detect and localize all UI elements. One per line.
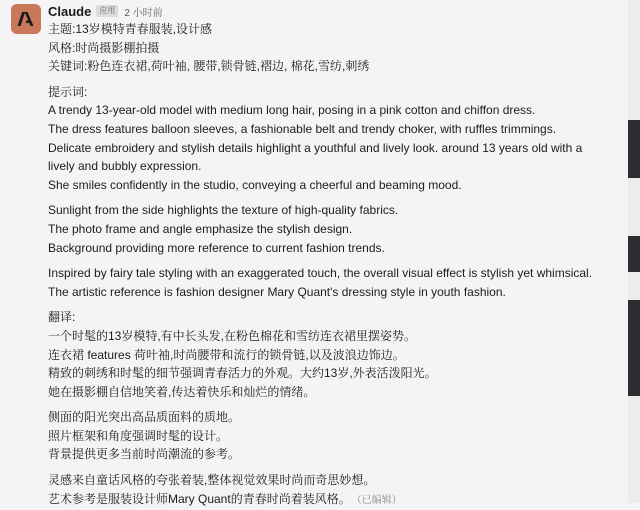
prompt-line: The photo frame and angle emphasize the stylish design.	[48, 221, 353, 236]
translation-line: 一个时髦的13岁模特,有中长头发,在粉色棉花和雪纺连衣裙里摆姿势。	[48, 328, 417, 343]
translation-line: 侧面的阳光突出高品质面料的质地。	[48, 410, 241, 425]
prompt-line: A trendy 13-year-old model with medium long hair, posing in a pink cotton and chiffon dress.	[48, 103, 536, 118]
prompt-line: Delicate embroidery and stylish details highlight a youthful and lively look. around 13 years old with a	[48, 140, 583, 155]
translation-line: 背景提供更多当前时尚潮流的参考。	[48, 447, 241, 462]
edge-divider	[628, 120, 640, 178]
prompt-line: The dress features balloon sleeves, a fashionable belt and trendy choker, with ruffles trimmings.	[48, 121, 557, 136]
translation-line: 连衣裙 features 荷叶袖,时尚腰带和流行的锁骨链,以及波浪边饰边。	[48, 347, 405, 362]
edited-label: （已编辑）	[356, 494, 402, 506]
prompt-line: Background providing more reference to current fashion trends.	[48, 240, 385, 255]
translation-heading: 翻译:	[48, 310, 76, 325]
translation-line: 灵感来自童话风格的夸张着装,整体视觉效果时尚而奇思妙想。	[48, 473, 376, 488]
translation-line: 她在摄影棚自信地笑着,传达着快乐和灿烂的情绪。	[48, 384, 316, 399]
message-body	[48, 20, 620, 510]
translation-line-text: 艺术参考是服装设计师Mary Quant的青春时尚着装风格。	[48, 491, 351, 506]
prompt-line: She smiles confidently in the studio, conveying a cheerful and beaming mood.	[48, 177, 462, 192]
translation-line: 精致的刺绣和时髦的细节强调青春活力的外观。大约13岁,外表活泼阳光。	[48, 366, 437, 381]
sender-name[interactable]: Claude	[48, 3, 92, 19]
translation-line	[48, 490, 620, 510]
edge-divider	[628, 236, 640, 272]
avatar[interactable]	[11, 4, 41, 34]
message-content	[48, 2, 620, 510]
intro-line: 主题:13岁模特青春服装,设计感	[48, 22, 213, 36]
prompt-heading: 提示词:	[48, 84, 88, 99]
prompt-line: Sunlight from the side highlights the texture of high-quality fabrics.	[48, 203, 399, 218]
intro-line: 风格:时尚摄影棚拍摄	[48, 40, 160, 55]
timestamp[interactable]: 2 小时前	[124, 7, 163, 19]
right-edge-panel	[628, 0, 640, 503]
intro-line: 关键词:粉色连衣裙,荷叶袖, 腰带,锁骨链,褶边, 棉花,雪纺,刺绣	[48, 59, 370, 74]
anthropic-logo-icon	[16, 11, 36, 27]
prompt-line: Inspired by fairy tale styling with an exaggerated touch, the overall visual effect is stylish yet whimsical.	[48, 266, 593, 281]
edge-divider	[628, 300, 640, 396]
translation-line: 照片框架和角度强调时髦的设计。	[48, 428, 229, 443]
prompt-line: The artistic reference is fashion designer Mary Quant's dressing style in youth fashion.	[48, 284, 506, 299]
app-badge: 应用	[96, 5, 118, 17]
prompt-line: lively and bubbly expression.	[48, 159, 202, 174]
message-header	[48, 2, 620, 20]
